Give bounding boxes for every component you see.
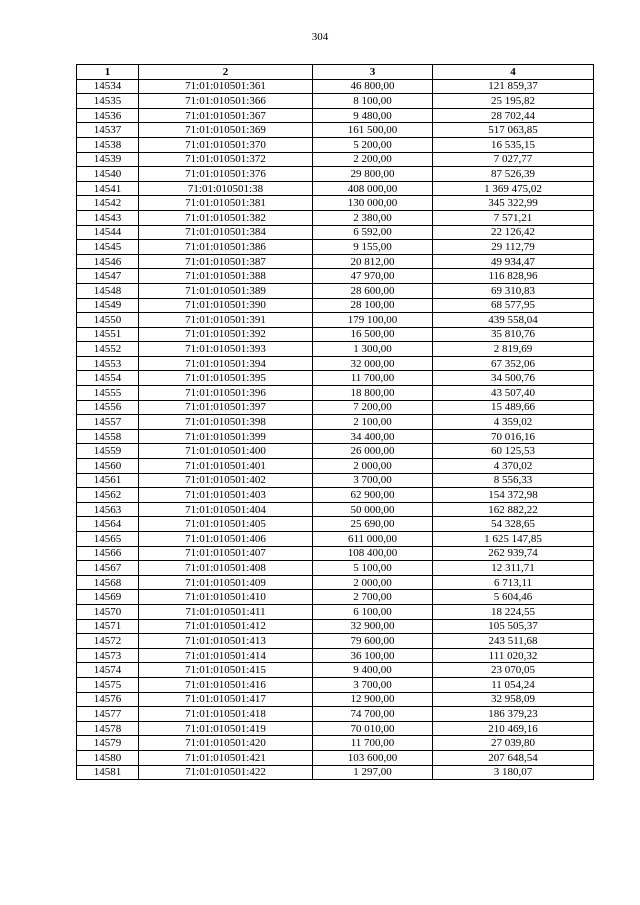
amount-cell: 116 828,96 (433, 269, 594, 284)
value-cell: 62 900,00 (313, 488, 433, 503)
row-number-cell: 14562 (77, 488, 139, 503)
value-cell: 32 000,00 (313, 356, 433, 371)
row-number-cell: 14541 (77, 181, 139, 196)
cadastral-number-cell: 71:01:010501:393 (139, 342, 313, 357)
amount-cell: 105 505,37 (433, 619, 594, 634)
table-row (77, 108, 594, 123)
value-cell: 74 700,00 (313, 707, 433, 722)
value-cell: 3 700,00 (313, 677, 433, 692)
row-number-cell: 14564 (77, 517, 139, 532)
row-number-cell: 14539 (77, 152, 139, 167)
row-number-cell: 14535 (77, 94, 139, 109)
value-cell: 2 000,00 (313, 575, 433, 590)
amount-cell: 162 882,22 (433, 502, 594, 517)
value-cell: 46 800,00 (313, 79, 433, 94)
value-cell: 25 690,00 (313, 517, 433, 532)
amount-cell: 22 126,42 (433, 225, 594, 240)
cadastral-number-cell: 71:01:010501:402 (139, 473, 313, 488)
value-cell: 6 592,00 (313, 225, 433, 240)
value-cell: 16 500,00 (313, 327, 433, 342)
value-cell: 408 000,00 (313, 181, 433, 196)
cadastral-number-cell: 71:01:010501:386 (139, 240, 313, 255)
amount-cell: 262 939,74 (433, 546, 594, 561)
row-number-cell: 14551 (77, 327, 139, 342)
value-cell: 79 600,00 (313, 634, 433, 649)
amount-cell: 68 577,95 (433, 298, 594, 313)
row-number-cell: 14581 (77, 765, 139, 780)
cadastral-number-cell: 71:01:010501:422 (139, 765, 313, 780)
cadastral-number-cell: 71:01:010501:387 (139, 254, 313, 269)
cadastral-number-cell: 71:01:010501:412 (139, 619, 313, 634)
row-number-cell: 14559 (77, 444, 139, 459)
table-row (77, 313, 594, 328)
row-number-cell: 14576 (77, 692, 139, 707)
cadastral-number-cell: 71:01:010501:38 (139, 181, 313, 196)
row-number-cell: 14540 (77, 167, 139, 182)
amount-cell: 60 125,53 (433, 444, 594, 459)
value-cell: 11 700,00 (313, 736, 433, 751)
amount-cell: 12 311,71 (433, 561, 594, 576)
table-row (77, 283, 594, 298)
table-row (77, 444, 594, 459)
row-number-cell: 14545 (77, 240, 139, 255)
table-row (77, 429, 594, 444)
table-row (77, 298, 594, 313)
row-number-cell: 14560 (77, 459, 139, 474)
amount-cell: 154 372,98 (433, 488, 594, 503)
cadastral-number-cell: 71:01:010501:417 (139, 692, 313, 707)
table-row (77, 240, 594, 255)
row-number-cell: 14563 (77, 502, 139, 517)
value-cell: 5 100,00 (313, 561, 433, 576)
row-number-cell: 14537 (77, 123, 139, 138)
table-row (77, 575, 594, 590)
row-number-cell: 14567 (77, 561, 139, 576)
amount-cell: 7 027,77 (433, 152, 594, 167)
table-body (77, 79, 594, 780)
table-header-row (77, 65, 594, 80)
cadastral-number-cell: 71:01:010501:394 (139, 356, 313, 371)
row-number-cell: 14570 (77, 604, 139, 619)
cadastral-number-cell: 71:01:010501:413 (139, 634, 313, 649)
row-number-cell: 14544 (77, 225, 139, 240)
amount-cell: 23 070,05 (433, 663, 594, 678)
row-number-cell: 14569 (77, 590, 139, 605)
row-number-cell: 14580 (77, 750, 139, 765)
row-number-cell: 14573 (77, 648, 139, 663)
row-number-cell: 14555 (77, 386, 139, 401)
row-number-cell: 14575 (77, 677, 139, 692)
amount-cell: 111 020,32 (433, 648, 594, 663)
amount-cell: 27 039,80 (433, 736, 594, 751)
table-row (77, 590, 594, 605)
row-number-cell: 14554 (77, 371, 139, 386)
value-cell: 28 600,00 (313, 283, 433, 298)
table-row (77, 677, 594, 692)
row-number-cell: 14553 (77, 356, 139, 371)
cadastral-number-cell: 71:01:010501:416 (139, 677, 313, 692)
cadastral-number-cell: 71:01:010501:369 (139, 123, 313, 138)
table-row (77, 415, 594, 430)
table-row (77, 371, 594, 386)
value-cell: 11 700,00 (313, 371, 433, 386)
cadastral-number-cell: 71:01:010501:372 (139, 152, 313, 167)
amount-cell: 28 702,44 (433, 108, 594, 123)
table-row (77, 327, 594, 342)
amount-cell: 3 180,07 (433, 765, 594, 780)
cadastral-number-cell: 71:01:010501:384 (139, 225, 313, 240)
cadastral-number-cell: 71:01:010501:367 (139, 108, 313, 123)
amount-cell: 35 810,76 (433, 327, 594, 342)
table-row (77, 386, 594, 401)
value-cell: 47 970,00 (313, 269, 433, 284)
amount-cell: 67 352,06 (433, 356, 594, 371)
cadastral-number-cell: 71:01:010501:392 (139, 327, 313, 342)
table-row (77, 532, 594, 547)
value-cell: 5 200,00 (313, 137, 433, 152)
cadastral-number-cell: 71:01:010501:391 (139, 313, 313, 328)
value-cell: 611 000,00 (313, 532, 433, 547)
cadastral-number-cell: 71:01:010501:418 (139, 707, 313, 722)
table-row (77, 459, 594, 474)
cadastral-number-cell: 71:01:010501:399 (139, 429, 313, 444)
table-row (77, 502, 594, 517)
row-number-cell: 14538 (77, 137, 139, 152)
amount-cell: 4 370,02 (433, 459, 594, 474)
cadastral-number-cell: 71:01:010501:414 (139, 648, 313, 663)
value-cell: 32 900,00 (313, 619, 433, 634)
amount-cell: 54 328,65 (433, 517, 594, 532)
amount-cell: 121 859,37 (433, 79, 594, 94)
table-row (77, 196, 594, 211)
cadastral-number-cell: 71:01:010501:397 (139, 400, 313, 415)
table-row (77, 225, 594, 240)
row-number-cell: 14568 (77, 575, 139, 590)
cadastral-number-cell: 71:01:010501:410 (139, 590, 313, 605)
value-cell: 2 200,00 (313, 152, 433, 167)
table-row (77, 648, 594, 663)
table-row (77, 517, 594, 532)
amount-cell: 345 322,99 (433, 196, 594, 211)
value-cell: 2 700,00 (313, 590, 433, 605)
amount-cell: 49 934,47 (433, 254, 594, 269)
table-row (77, 79, 594, 94)
table-row (77, 356, 594, 371)
table-row (77, 692, 594, 707)
table-row (77, 94, 594, 109)
table-row (77, 400, 594, 415)
row-number-cell: 14543 (77, 210, 139, 225)
row-number-cell: 14579 (77, 736, 139, 751)
row-number-cell: 14542 (77, 196, 139, 211)
cadastral-number-cell: 71:01:010501:370 (139, 137, 313, 152)
table-row (77, 546, 594, 561)
row-number-cell: 14549 (77, 298, 139, 313)
row-number-cell: 14566 (77, 546, 139, 561)
row-number-cell: 14565 (77, 532, 139, 547)
value-cell: 8 100,00 (313, 94, 433, 109)
row-number-cell: 14574 (77, 663, 139, 678)
table-row (77, 663, 594, 678)
amount-cell: 4 359,02 (433, 415, 594, 430)
column-header-2: 2 (139, 65, 313, 80)
table-row (77, 210, 594, 225)
row-number-cell: 14561 (77, 473, 139, 488)
value-cell: 108 400,00 (313, 546, 433, 561)
data-table (76, 64, 594, 780)
cadastral-number-cell: 71:01:010501:409 (139, 575, 313, 590)
value-cell: 50 000,00 (313, 502, 433, 517)
cadastral-number-cell: 71:01:010501:403 (139, 488, 313, 503)
value-cell: 7 200,00 (313, 400, 433, 415)
value-cell: 2 100,00 (313, 415, 433, 430)
cadastral-number-cell: 71:01:010501:390 (139, 298, 313, 313)
amount-cell: 43 507,40 (433, 386, 594, 401)
row-number-cell: 14556 (77, 400, 139, 415)
value-cell: 6 100,00 (313, 604, 433, 619)
column-header-4: 4 (433, 65, 594, 80)
table-row (77, 619, 594, 634)
table-row (77, 634, 594, 649)
table-row (77, 152, 594, 167)
cadastral-number-cell: 71:01:010501:381 (139, 196, 313, 211)
cadastral-number-cell: 71:01:010501:419 (139, 721, 313, 736)
table-row (77, 269, 594, 284)
value-cell: 29 800,00 (313, 167, 433, 182)
table-row (77, 123, 594, 138)
row-number-cell: 14557 (77, 415, 139, 430)
value-cell: 36 100,00 (313, 648, 433, 663)
cadastral-number-cell: 71:01:010501:389 (139, 283, 313, 298)
cadastral-number-cell: 71:01:010501:421 (139, 750, 313, 765)
amount-cell: 8 556,33 (433, 473, 594, 488)
value-cell: 70 010,00 (313, 721, 433, 736)
table-row (77, 473, 594, 488)
table-row (77, 254, 594, 269)
amount-cell: 207 648,54 (433, 750, 594, 765)
cadastral-number-cell: 71:01:010501:361 (139, 79, 313, 94)
cadastral-number-cell: 71:01:010501:398 (139, 415, 313, 430)
value-cell: 3 700,00 (313, 473, 433, 488)
row-number-cell: 14550 (77, 313, 139, 328)
amount-cell: 186 379,23 (433, 707, 594, 722)
value-cell: 34 400,00 (313, 429, 433, 444)
cadastral-number-cell: 71:01:010501:382 (139, 210, 313, 225)
cadastral-number-cell: 71:01:010501:415 (139, 663, 313, 678)
table-row (77, 721, 594, 736)
value-cell: 26 000,00 (313, 444, 433, 459)
row-number-cell: 14546 (77, 254, 139, 269)
cadastral-number-cell: 71:01:010501:406 (139, 532, 313, 547)
amount-cell: 7 571,21 (433, 210, 594, 225)
table-row (77, 765, 594, 780)
value-cell: 130 000,00 (313, 196, 433, 211)
table-row (77, 604, 594, 619)
cadastral-number-cell: 71:01:010501:401 (139, 459, 313, 474)
table-row (77, 707, 594, 722)
amount-cell: 1 369 475,02 (433, 181, 594, 196)
row-number-cell: 14571 (77, 619, 139, 634)
row-number-cell: 14577 (77, 707, 139, 722)
value-cell: 18 800,00 (313, 386, 433, 401)
table-row (77, 137, 594, 152)
amount-cell: 15 489,66 (433, 400, 594, 415)
value-cell: 179 100,00 (313, 313, 433, 328)
cadastral-number-cell: 71:01:010501:400 (139, 444, 313, 459)
cadastral-number-cell: 71:01:010501:408 (139, 561, 313, 576)
amount-cell: 243 511,68 (433, 634, 594, 649)
amount-cell: 2 819,69 (433, 342, 594, 357)
cadastral-number-cell: 71:01:010501:420 (139, 736, 313, 751)
table-row (77, 181, 594, 196)
amount-cell: 18 224,55 (433, 604, 594, 619)
row-number-cell: 14536 (77, 108, 139, 123)
value-cell: 20 812,00 (313, 254, 433, 269)
amount-cell: 439 558,04 (433, 313, 594, 328)
row-number-cell: 14558 (77, 429, 139, 444)
value-cell: 12 900,00 (313, 692, 433, 707)
table-row (77, 342, 594, 357)
value-cell: 2 380,00 (313, 210, 433, 225)
row-number-cell: 14534 (77, 79, 139, 94)
value-cell: 2 000,00 (313, 459, 433, 474)
amount-cell: 16 535,15 (433, 137, 594, 152)
amount-cell: 5 604,46 (433, 590, 594, 605)
value-cell: 1 297,00 (313, 765, 433, 780)
table-row (77, 561, 594, 576)
table-row (77, 736, 594, 751)
amount-cell: 25 195,82 (433, 94, 594, 109)
amount-cell: 210 469,16 (433, 721, 594, 736)
cadastral-number-cell: 71:01:010501:411 (139, 604, 313, 619)
value-cell: 103 600,00 (313, 750, 433, 765)
column-header-3: 3 (313, 65, 433, 80)
amount-cell: 6 713,11 (433, 575, 594, 590)
amount-cell: 29 112,79 (433, 240, 594, 255)
table-row (77, 488, 594, 503)
amount-cell: 70 016,16 (433, 429, 594, 444)
value-cell: 9 155,00 (313, 240, 433, 255)
table-row (77, 750, 594, 765)
value-cell: 9 480,00 (313, 108, 433, 123)
amount-cell: 1 625 147,85 (433, 532, 594, 547)
page-number: 304 (311, 31, 329, 43)
cadastral-number-cell: 71:01:010501:395 (139, 371, 313, 386)
table-row (77, 167, 594, 182)
cadastral-number-cell: 71:01:010501:376 (139, 167, 313, 182)
row-number-cell: 14552 (77, 342, 139, 357)
row-number-cell: 14548 (77, 283, 139, 298)
amount-cell: 517 063,85 (433, 123, 594, 138)
cadastral-number-cell: 71:01:010501:405 (139, 517, 313, 532)
cadastral-number-cell: 71:01:010501:366 (139, 94, 313, 109)
cadastral-number-cell: 71:01:010501:396 (139, 386, 313, 401)
amount-cell: 87 526,39 (433, 167, 594, 182)
cadastral-number-cell: 71:01:010501:404 (139, 502, 313, 517)
value-cell: 28 100,00 (313, 298, 433, 313)
row-number-cell: 14578 (77, 721, 139, 736)
amount-cell: 32 958,09 (433, 692, 594, 707)
amount-cell: 34 500,76 (433, 371, 594, 386)
column-header-1: 1 (77, 65, 139, 80)
amount-cell: 11 054,24 (433, 677, 594, 692)
cadastral-number-cell: 71:01:010501:407 (139, 546, 313, 561)
row-number-cell: 14547 (77, 269, 139, 284)
amount-cell: 69 310,83 (433, 283, 594, 298)
value-cell: 1 300,00 (313, 342, 433, 357)
cadastral-number-cell: 71:01:010501:388 (139, 269, 313, 284)
value-cell: 9 400,00 (313, 663, 433, 678)
value-cell: 161 500,00 (313, 123, 433, 138)
row-number-cell: 14572 (77, 634, 139, 649)
